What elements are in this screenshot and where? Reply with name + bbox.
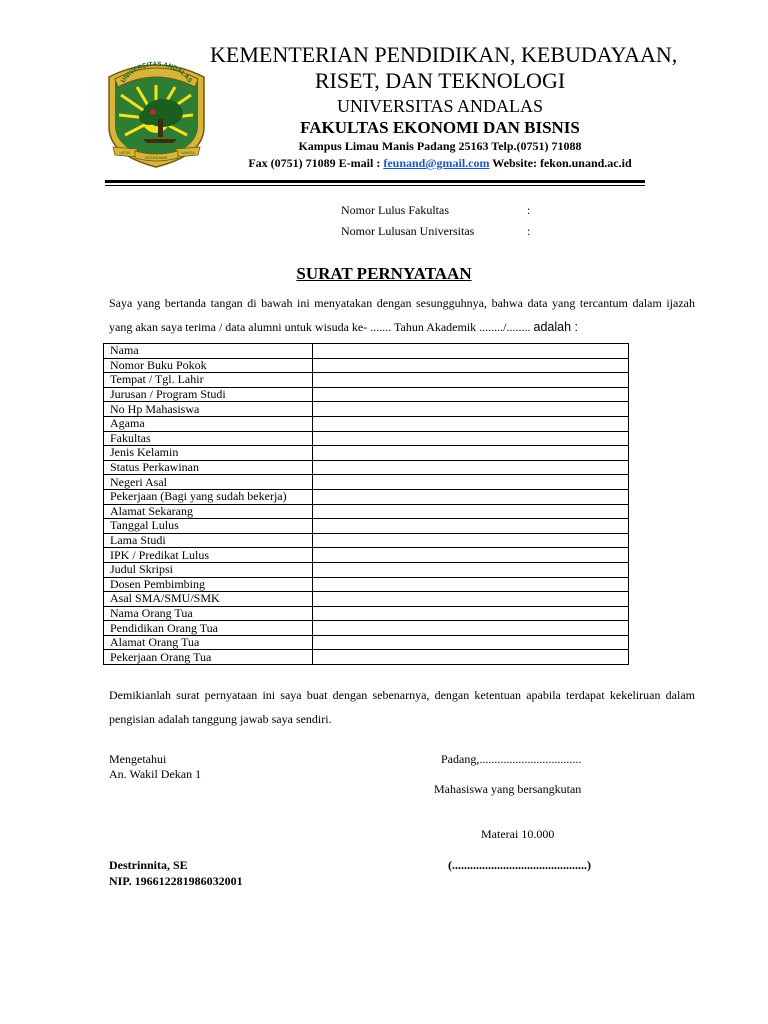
intro-paragraph — [109, 291, 695, 339]
form-field-label: Alamat Sekarang — [104, 504, 313, 519]
student-signature-label: Mahasiswa yang bersangkutan — [434, 782, 582, 796]
email-link[interactable]: feunand@gmail.com — [383, 156, 490, 170]
signature-left-heading: Mengetahui — [109, 752, 167, 766]
form-field-label: Status Perkawinan — [104, 460, 313, 475]
form-field-value[interactable] — [313, 344, 629, 359]
faculty-address: Kampus Limau Manis Padang 25163 Telp.(0751) 71088 — [298, 139, 582, 153]
signature-left-role: An. Wakil Dekan 1 — [109, 767, 202, 781]
form-row — [104, 533, 629, 548]
intro-adalah: adalah : — [533, 320, 578, 334]
form-field-label: Lama Studi — [104, 533, 313, 548]
form-field-value[interactable] — [313, 373, 629, 388]
nomor-lulus-fakultas — [341, 202, 531, 218]
form-row — [104, 387, 629, 402]
form-row — [104, 489, 629, 504]
form-field-value[interactable] — [313, 460, 629, 475]
student-name-blank: (.............................................) — [448, 858, 591, 872]
form-row — [104, 431, 629, 446]
form-row — [104, 592, 629, 607]
form-field-label: Nomor Buku Pokok — [104, 358, 313, 373]
official-name: Destrinnita, SE — [109, 858, 188, 872]
form-field-label: Nama Orang Tua — [104, 606, 313, 621]
faculty-contact — [210, 155, 670, 171]
form-row — [104, 475, 629, 490]
form-field-value[interactable] — [313, 446, 629, 461]
form-field-label: Pekerjaan (Bagi yang sudah bekerja) — [104, 489, 313, 504]
form-row — [104, 344, 629, 359]
form-field-label: IPK / Predikat Lulus — [104, 548, 313, 563]
form-row — [104, 358, 629, 373]
form-field-label: Jenis Kelamin — [104, 446, 313, 461]
form-row — [104, 650, 629, 665]
website-text: Website: fekon.unand.ac.id — [489, 156, 632, 170]
form-field-label: Judul Skripsi — [104, 562, 313, 577]
form-row — [104, 446, 629, 461]
logo-ribbon-center: KEDJADJAAN — [144, 156, 168, 160]
form-field-value[interactable] — [313, 431, 629, 446]
form-field-value[interactable] — [313, 606, 629, 621]
form-row — [104, 621, 629, 636]
form-row — [104, 460, 629, 475]
student-data-table — [103, 343, 629, 665]
fax-text: Fax (0751) 71089 E-mail : — [248, 156, 384, 170]
nomor-colon: : — [527, 224, 531, 238]
form-field-value[interactable] — [313, 592, 629, 607]
form-field-value[interactable] — [313, 416, 629, 431]
form-field-label: Fakultas — [104, 431, 313, 446]
nomor-label: Nomor Lulus Fakultas — [341, 203, 449, 217]
form-row — [104, 373, 629, 388]
form-field-label: Tanggal Lulus — [104, 519, 313, 534]
logo-ribbon-right: BANGSA — [181, 151, 195, 155]
form-field-value[interactable] — [313, 621, 629, 636]
form-field-label: Pekerjaan Orang Tua — [104, 650, 313, 665]
ministry-line-1: KEMENTERIAN PENDIDIKAN, KEBUDAYAAN, — [210, 42, 678, 67]
form-field-label: No Hp Mahasiswa — [104, 402, 313, 417]
form-field-value[interactable] — [313, 504, 629, 519]
logo-ring-text: UNIVERSITAS ANDALAS — [119, 60, 194, 85]
logo-ribbon-left: UNTUK — [119, 151, 131, 155]
form-field-label: Tempat / Tgl. Lahir — [104, 373, 313, 388]
form-field-value[interactable] — [313, 475, 629, 490]
form-field-value[interactable] — [313, 635, 629, 650]
form-field-value[interactable] — [313, 548, 629, 563]
form-field-label: Jurusan / Program Studi — [104, 387, 313, 402]
form-row — [104, 548, 629, 563]
university-name: UNIVERSITAS ANDALAS — [336, 96, 544, 116]
form-row — [104, 504, 629, 519]
form-field-label: Nama — [104, 344, 313, 359]
form-field-value[interactable] — [313, 489, 629, 504]
form-field-value[interactable] — [313, 387, 629, 402]
form-field-value[interactable] — [313, 650, 629, 665]
form-row — [104, 519, 629, 534]
ministry-line-2: RISET, DAN TEKNOLOGI — [314, 68, 566, 93]
letterhead-rule-thick — [105, 180, 645, 183]
form-field-value[interactable] — [313, 577, 629, 592]
form-field-value[interactable] — [313, 519, 629, 534]
form-row — [104, 402, 629, 417]
form-field-label: Asal SMA/SMU/SMK — [104, 592, 313, 607]
form-field-value[interactable] — [313, 358, 629, 373]
form-field-label: Pendidikan Orang Tua — [104, 621, 313, 636]
form-field-label: Agama — [104, 416, 313, 431]
form-row — [104, 577, 629, 592]
letterhead-rule-thin — [105, 185, 645, 186]
form-field-label: Dosen Pembimbing — [104, 577, 313, 592]
university-logo — [103, 57, 210, 169]
form-field-label: Negeri Asal — [104, 475, 313, 490]
form-field-label: Alamat Orang Tua — [104, 635, 313, 650]
intro-text: Saya yang bertanda tangan di bawah ini menyatakan dengan sesungguhnya, bahwa data yang tercantum dalam ijazah yang akan saya terima / data alumni untuk wisuda ke- ....... Tahun Akademik ......../........ — [109, 296, 695, 334]
nomor-lulusan-universitas — [341, 223, 531, 239]
nomor-label: Nomor Lulusan Universitas — [341, 224, 475, 238]
official-nip: NIP. 196612281986032001 — [109, 874, 243, 888]
faculty-name: FAKULTAS EKONOMI DAN BISNIS — [300, 118, 580, 137]
document-title: SURAT PERNYATAAN — [296, 264, 472, 283]
materai-label: Materai 10.000 — [481, 827, 555, 841]
closing-paragraph: Demikianlah surat pernyataan ini saya buat dengan sebenarnya, dengan ketentuan apabila terdapat kekeliruan dalam pengisian adalah tanggung jawab saya sendiri. — [109, 688, 695, 726]
nomor-colon: : — [527, 203, 531, 217]
form-row — [104, 606, 629, 621]
form-field-value[interactable] — [313, 562, 629, 577]
form-row — [104, 416, 629, 431]
form-field-value[interactable] — [313, 402, 629, 417]
form-row — [104, 562, 629, 577]
form-row — [104, 635, 629, 650]
form-field-value[interactable] — [313, 533, 629, 548]
place-date: Padang,.................................. — [441, 752, 582, 766]
